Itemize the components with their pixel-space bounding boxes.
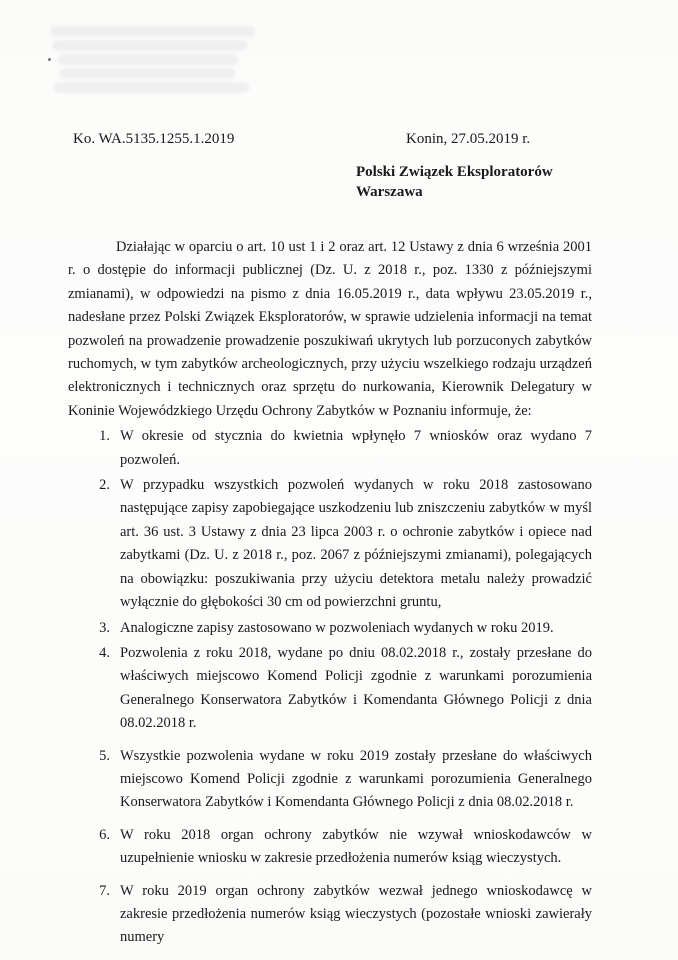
list-item — [68, 642, 592, 736]
numbered-list — [68, 425, 592, 950]
list-item — [68, 474, 592, 614]
intro-paragraph: Działając w oparciu o art. 10 ust 1 i 2 oraz art. 12 Ustawy z dnia 6 września 2001 r. o dostępie do informacji publicznej (Dz. U. z 2018 r., poz. 1330 z późniejszymi zmianami), w odpowiedzi na pismo z dnia 16.05.2019 r., data wpływu 23.05.2019 r., nadesłane przez Polski Związek Eksploratorów, w sprawie udzielenia informacji na temat pozwoleń na prowadzenie prowadzenie poszukiwań ukrytych lub porzuconych zabytków ruchomych, w tym zabytków archeologicznych, przy użyciu wszelkiego rodzaju urządzeń elektronicznych i technicznych oraz sprzętu do nurkowania, Kierownik Delegatury w Koninie Wojewódzkiego Urzędu Ochrony Zabytków w Poznaniu informuje, że: — [68, 239, 592, 419]
list-item-text: W przypadku wszystkich pozwoleń wydanych w roku 2018 zastosowano następujące zapisy zapobiegające uszkodzeniu lub zniszczeniu zabytków w myśl art. 36 ust. 3 Ustawy z dnia 23 lipca 2003 r. o ochronie zabytków i opiece nad zabytkami (Dz. U. z 2018 r., poz. 2067 z późniejszymi zmianami), polegających na obowiązku: poszukiwania przy użyciu detektora metalu należy prowadzić wyłącznie do głębokości 30 cm od powierzchni gruntu, — [120, 477, 592, 611]
list-item-text: W roku 2019 organ ochrony zabytków wezwał jednego wnioskodawcę w zakresie przedłożenia numerów ksiąg wieczystych (pozostałe wnioski zawierały numery — [120, 882, 592, 946]
list-item-text: Analogiczne zapisy zastosowano w pozwoleniach wydanych w roku 2019. — [120, 619, 554, 636]
list-item-number: 1. — [99, 428, 110, 445]
recipient-city: Warszawa — [356, 184, 423, 200]
list-item-text: W roku 2018 organ ochrony zabytków nie wzywał wnioskodawców w uzupełnienie wniosku w zakresie przedłożenia numerów ksiąg wieczystych. — [120, 826, 592, 867]
list-item — [68, 617, 592, 640]
list-item-number: 4. — [99, 644, 110, 661]
list-item — [68, 880, 592, 950]
recipient-name: Polski Związek Eksploratorów — [356, 164, 553, 180]
reference-number: Ko. WA.5135.1255.1.2019 — [73, 131, 235, 147]
list-item-number: 3. — [99, 619, 110, 636]
list-item-number: 5. — [99, 747, 110, 764]
list-item — [68, 824, 592, 871]
list-item-text: Wszystkie pozwolenia wydane w roku 2019 zostały przesłane do właściwych miejscowo Komend Policji zgodnie z warunkami porozumienia Generalnego Konserwatora Zabytków i Komendanta Głównego Policji z dnia 08.02.2018 r. — [120, 747, 592, 811]
list-item — [68, 425, 592, 472]
list-item-number: 6. — [99, 826, 110, 843]
list-item-number: 7. — [99, 882, 110, 899]
list-item-number: 2. — [99, 477, 110, 494]
list-item-text: Pozwolenia z roku 2018, wydane po dniu 08.02.2018 r., zostały przesłane do właściwych miejscowo Komend Policji zgodnie z warunkami porozumienia Generalnego Konserwatora Zabytków i Komendanta Głównego Policji z dnia 08.02.2018 r. — [120, 644, 592, 732]
letter-body — [68, 236, 592, 950]
faded-stamp — [30, 20, 260, 100]
place-date: Konin, 27.05.2019 r. — [406, 131, 531, 147]
recipient-block — [356, 162, 553, 202]
list-item-text: W okresie od stycznia do kwietnia wpłynęło 7 wniosków oraz wydano 7 pozwoleń. — [120, 428, 592, 468]
list-item — [68, 745, 592, 815]
